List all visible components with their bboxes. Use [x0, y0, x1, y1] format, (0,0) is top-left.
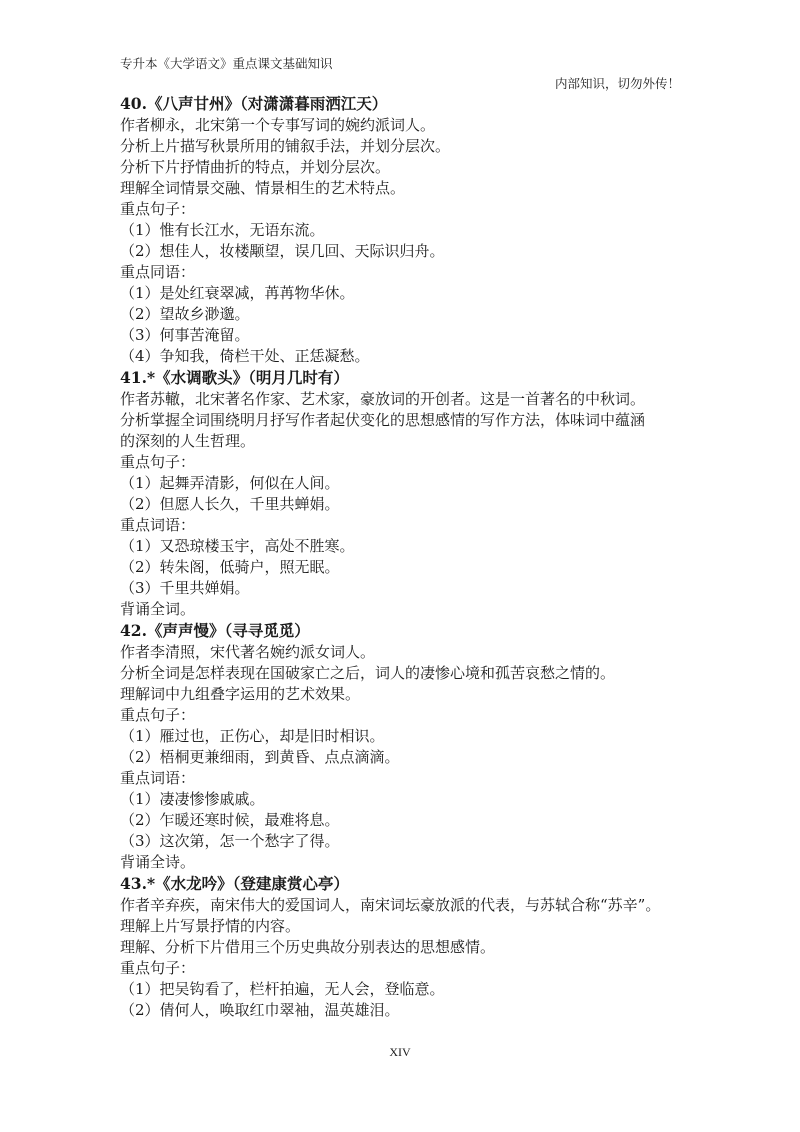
intro-line: 理解上片写景抒情的内容。 — [120, 917, 301, 935]
key-sentence: （2）梧桐更兼细雨，到黄昏、点点滴滴。 — [120, 748, 400, 766]
lesson-section — [120, 93, 700, 367]
intro-line: 的深刻的人生哲理。 — [120, 432, 256, 450]
key-word: （2）转朱阁，低骑户，照无眠。 — [120, 558, 340, 576]
document-body — [120, 93, 700, 1021]
intro-line: 分析全词是怎样表现在国破家亡之后，词人的凄惨心境和孤苦哀愁之情的。 — [120, 664, 616, 682]
key-word: （1）是处红衰翠减，苒苒物华休。 — [120, 284, 355, 302]
running-header-title: 专升本《大学语文》重点课文基础知识 — [120, 56, 333, 71]
key-word: （2）乍暖还寒时候，最难将息。 — [120, 811, 340, 829]
key-sentence: （1）雁过也，正伤心，却是旧时相识。 — [120, 727, 385, 745]
intro-line: 作者李清照，宋代著名婉约派女词人。 — [120, 643, 376, 661]
key-sentences-label: 重点句子： — [120, 706, 196, 724]
key-sentence: （2）但愿人长久，千里共蝉娟。 — [120, 495, 340, 513]
key-sentences-label: 重点句子： — [120, 200, 196, 218]
key-word: （1）又恐琼楼玉宇，高处不胜寒。 — [120, 537, 355, 555]
lesson-section — [120, 620, 700, 873]
key-sentence: （2）倩何人，唤取红巾翠袖，温英雄泪。 — [120, 1001, 400, 1019]
key-sentences-label: 重点句子： — [120, 453, 196, 471]
intro-line: 理解全词情景交融、情景相生的艺术特点。 — [120, 179, 406, 197]
intro-line: 作者苏轍，北宋著名作家、艺术家，豪放词的开创者。这是一首著名的中秋词。 — [120, 390, 646, 408]
recite-note: 背诵全词。 — [120, 600, 196, 618]
lesson-section — [120, 873, 700, 1021]
key-sentence: （1）惟有长江水，无语东流。 — [120, 221, 325, 239]
intro-line: 作者辛弃疾，南宋伟大的爱国词人，南宋词坛豪放派的代表，与苏轼合称“苏辛”。 — [120, 896, 661, 914]
key-word: （3）千里共婵娟。 — [120, 579, 250, 597]
intro-line: 作者柳永，北宋第一个专事写词的婉约派词人。 — [120, 116, 436, 134]
lesson-title: 40.《八声甘州》（对潇潇暮雨洒江天） — [120, 94, 388, 113]
lesson-title: 43.*《水龙吟》（登建康赏心亭） — [120, 874, 349, 893]
key-word: （3）这次第，怎一个愁字了得。 — [120, 832, 340, 850]
key-word: （3）何事苦淹留。 — [120, 326, 250, 344]
key-word: （2）望故乡渺邈。 — [120, 305, 250, 323]
intro-line: 分析掌握全词围绕明月抒写作者起伏变化的思想感情的写作方法，体味词中蕴涵 — [120, 411, 646, 429]
page-number: XIV — [389, 1045, 411, 1059]
lesson-title: 42.《声声慢》（寻寻觅觅） — [120, 621, 310, 640]
key-sentence: （1）把吴钩看了，栏杆拍遍，无人会，登临意。 — [120, 980, 445, 998]
lesson-title: 41.*《水调歌头》（明月几时有） — [120, 368, 349, 387]
key-words-label: 重点同语： — [120, 263, 196, 281]
intro-line: 分析下片抒情曲折的特点，并划分层次。 — [120, 158, 391, 176]
key-sentence: （2）想佳人，妆楼颙望，误几回、天际识归舟。 — [120, 242, 445, 260]
key-word: （4）争知我，倚栏干处、正恁凝愁。 — [120, 347, 370, 365]
key-sentence: （1）起舞弄清影，何似在人间。 — [120, 474, 340, 492]
lesson-section — [120, 367, 700, 620]
key-sentences-label: 重点句子： — [120, 959, 196, 977]
running-header-notice: 内部知识，切勿外传！ — [554, 76, 680, 91]
key-word: （1）凄凄惨惨戚戚。 — [120, 790, 265, 808]
recite-note: 背诵全诗。 — [120, 853, 196, 871]
key-words-label: 重点词语： — [120, 516, 196, 534]
key-words-label: 重点词语： — [120, 769, 196, 787]
intro-line: 分析上片描写秋景所用的铺叙手法，并划分层次。 — [120, 137, 451, 155]
intro-line: 理解、分析下片借用三个历史典故分别表达的思想感情。 — [120, 938, 496, 956]
intro-line: 理解词中九组叠字运用的艺术效果。 — [120, 685, 361, 703]
